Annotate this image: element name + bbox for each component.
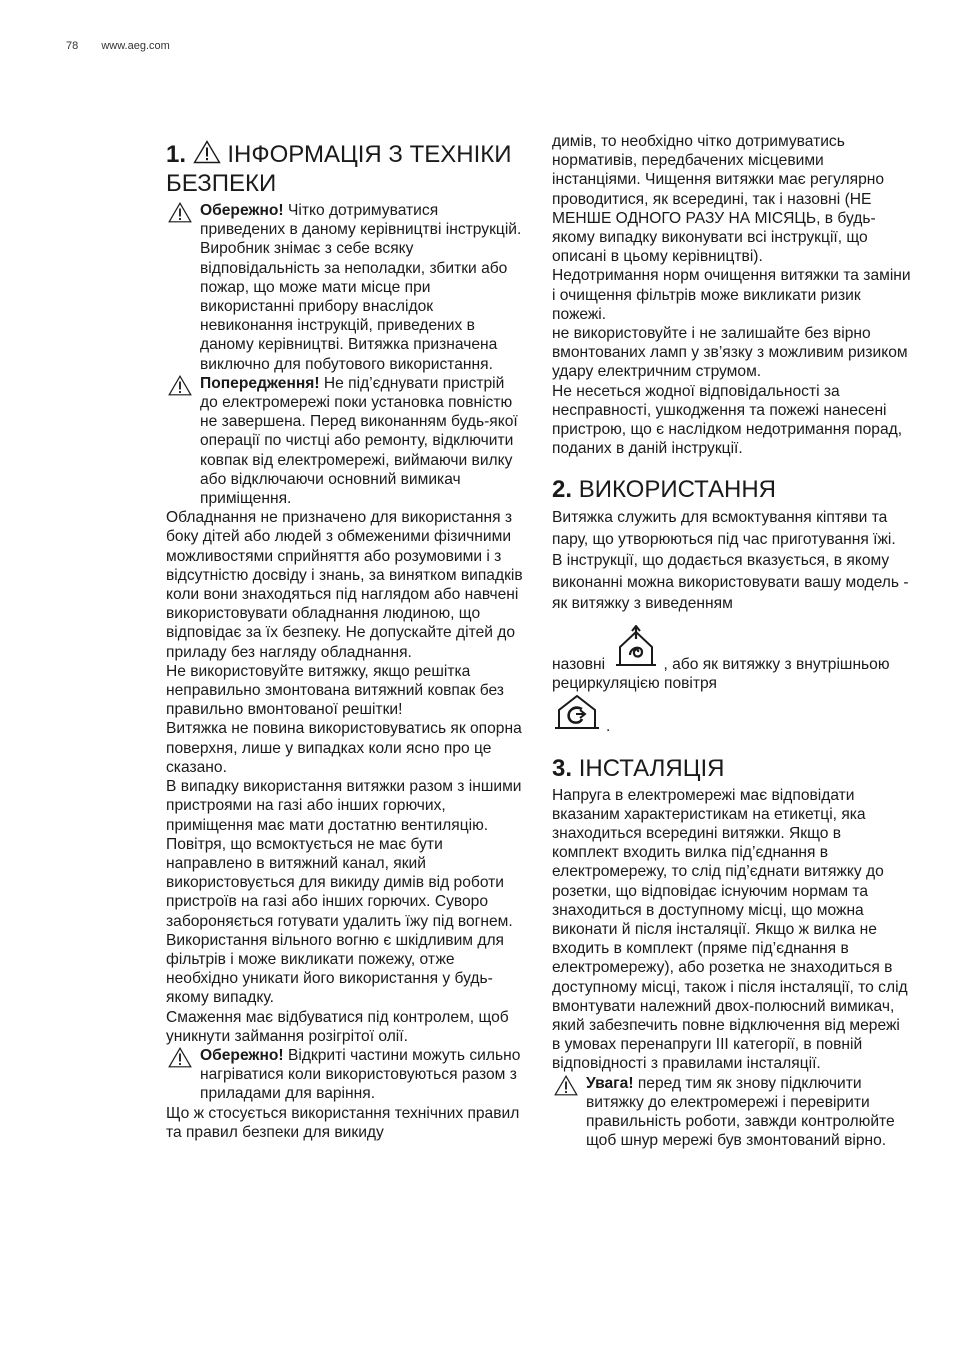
section-2-number: 2. (552, 476, 573, 504)
attention-text: перед тим як знову підключити витяжку до електромережі і перевірити правильність роботи, завжди контролюйте щоб шнур мережі був змонтований вірно. (586, 1074, 895, 1150)
paragraph: Обладнання не призначено для використання з боку дітей або людей з обмеженими фізичними можливостями сприйняття або розумовими і з відсутністю досвіду і знань, за винятком випадків коли вони знаходяться під наглядом або навчені використовувати обладнання людиною, що відповідає за їх безпеку. Не допускайте дітей до приладу без нагляду обладнання. (166, 509, 523, 661)
attention-note (552, 1074, 912, 1151)
section-3-heading (552, 755, 912, 782)
paragraph: Напруга в електромережі має відповідати вказаним характеристикам на етикетці, яка знаходиться всередині витяжки. Якщо в комплект входить вилка під’єднання в електромережу, то слід під’єднати витяжку до розетки, що відповідає існуючим нормам та знаходиться в доступному місці, що можна виконати й після інсталяції. Якщо ж вилка не входить в комплект (пряме під’єднання в електромережу), або розетка не знаходиться в доступному місці, також і після інсталяції, то слід вмонтувати належний двох-полюсний вимикач, який забезпечить повне відключення від мережі в умовах перенапруги ІІІ категорії, в повній відповідності з правилами інсталяції. (552, 786, 908, 1073)
section-1-number: 1. (166, 141, 187, 168)
section-1-heading (166, 140, 526, 197)
paragraph: Смаження має відбуватися під контролем, щоб уникнути займання розігрітої олії. (166, 1008, 509, 1045)
ducted-extraction-icon (613, 625, 659, 674)
warning-label: Попередження! (200, 374, 320, 392)
attention-label: Увага! (586, 1074, 634, 1092)
paragraph-with-icon (552, 693, 912, 736)
caution-label: Обережно! (200, 1046, 284, 1064)
paragraph: Витяжка не повина використовуватись як опорна поверхня, лише у випадках коли ясно про це сказано. (166, 720, 522, 776)
recirculation-icon (552, 693, 602, 736)
paragraph: Не несеться жодної відповідальності за несправності, ушкодження та пожежі нанесені пристрою, що є наслідком недотримання порад, поданих в даній інструкції. (552, 382, 903, 458)
section-1-title: ІНФОРМАЦІЯ З ТЕХНІКИ БЕЗПЕКИ (166, 141, 512, 197)
paragraph-text: . (606, 718, 611, 736)
warning-text: Не під’єднувати пристрій до електромережі поки установка повністю не завершена. Перед виконанням будь-якої операції по чистці або ремонту, відключити ковпак від електромережі, виймаючи вилку або відключаючи основний вимикач приміщення. (200, 374, 518, 508)
paragraph: димів, то необхідно чітко дотримуватись нормативів, передбачених місцевими інстанціями. Чищення витяжки має регулярно проводитися, як всередині, так і назовні (НЕ МЕНШЕ ОДНОГО РАЗУ НА МІСЯЦЬ, в будь-якому випадку виконувати всі інструкції, що описані в цьому керівництві). (552, 133, 885, 266)
paragraph: Витяжка служить для всмоктування кіптяви та пару, що утворюються під час приготування їжі. (552, 509, 896, 548)
section-2-heading (552, 476, 912, 503)
section-3-number: 3. (552, 754, 573, 782)
caution-note-2 (166, 1046, 526, 1104)
page-number: 78 (66, 40, 79, 52)
left-column (166, 140, 526, 1142)
warning-note (166, 374, 526, 508)
section-3-title: ІНСТАЛЯЦІЯ (578, 754, 725, 782)
paragraph: Недотримання норм очищення витяжки та заміни і очищення фільтрів може викликати ризик пожежі. (552, 267, 911, 323)
section-2-title: ВИКОРИСТАННЯ (578, 476, 776, 504)
warning-triangle-icon (193, 140, 221, 170)
caution-note-1 (166, 201, 526, 374)
caution-text: Відкриті частини можуть сильно нагріватися коли використовуються разом з приладами для варіння. (200, 1046, 521, 1103)
caution-text: Чітко дотримуватися приведених в даному керівництві інструкцій. Виробник знімає з себе всяку відповідальність за неполадки, збитки або пожар, що може мати місце при використанні прибору внаслідок невиконання інструкцій, приведених в даному керівництві. Витяжка призначена виключно для побутового використання. (200, 202, 522, 373)
paragraph-text: назовні (552, 655, 606, 673)
paragraph: Використання вільного вогню є шкідливим для фільтрів і може викликати пожежу, отже необхідно уникати його використання у будь-якому випадку. (166, 931, 504, 1007)
page-header (66, 40, 170, 52)
warning-triangle-icon (554, 1075, 578, 1101)
site-url[interactable]: www.aeg.com (101, 40, 170, 52)
paragraph: Що ж стосується використання технічних правил та правил безпеки для викиду (166, 1104, 520, 1141)
warning-triangle-icon (168, 375, 192, 401)
caution-label: Обережно! (200, 202, 284, 219)
right-column (552, 132, 912, 1150)
warning-triangle-icon (168, 202, 192, 228)
paragraph: Не використовуйте витяжку, якщо решітка неправильно змонтована витяжний ковпак без правильно вмонтованої решітки! (166, 662, 504, 719)
warning-triangle-icon (168, 1047, 192, 1073)
paragraph: В інструкції, що додається вказується, в якому виконанні можна використовувати вашу модель - як витяжку з виведенням (552, 552, 909, 613)
paragraph: В випадку використання витяжки разом з іншими пристроями на газі або інших горючих, приміщення має мати достатню вентиляцію. Повітря, що всмоктується не має бути направлено в витяжний канал, який використовується для викиду димів від роботи пристроїв на газі або інших горючих. Суворо забороняється готувати удалить їжу під вогнем. (166, 778, 522, 930)
paragraph-text: , або як витяжку з внутрішньою рециркуляцією повітря (552, 655, 890, 693)
paragraph: не використовуйте і не залишайте без вірно вмонтованих ламп у зв’язку з можливим ризиком удару електричним струмом. (552, 325, 908, 381)
paragraph-with-icons (552, 625, 912, 693)
